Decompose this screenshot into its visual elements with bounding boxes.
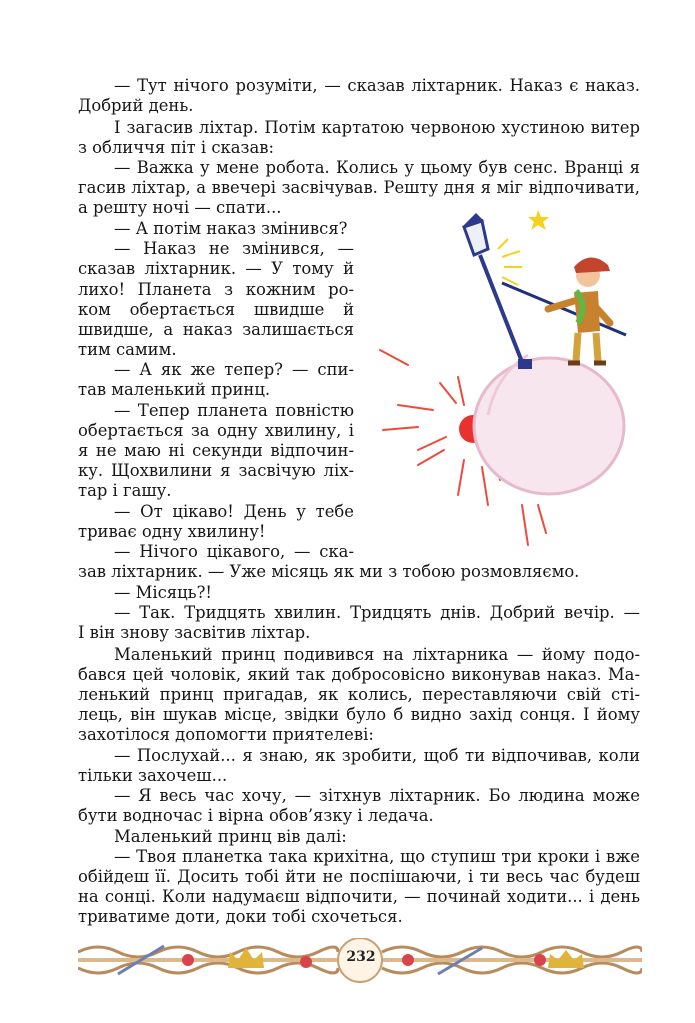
text-line: — Послухай... я знаю, як зробити, щоб ти відпочивав, коли — [114, 746, 640, 765]
lamplighter-icon — [502, 257, 626, 363]
text-line: ленький принц пригадав, як колись, переставляючи свій стi- — [78, 685, 640, 704]
text-line: — А потім наказ змінився? — [114, 219, 348, 238]
text-line: зав ліхтарник. — Уже місяць як ми з тобою розмовляємо. — [78, 562, 580, 581]
text-line: — Важка у мене робота. Колись у цьому був сенс. Вранці я — [114, 158, 640, 177]
text-line: лихо! Планета з кожним ро- — [78, 280, 354, 299]
text-line: — Твоя планетка така крихітна, що ступиш три кроки і вже — [114, 847, 640, 866]
text-line: з обличчя піт і сказав: — [78, 138, 274, 157]
text-line: ком обертається швидше й — [78, 300, 354, 319]
text-line: триватиме доти, доки тобі схочеться. — [78, 907, 403, 926]
text-line: бути водночас і вірна обов’язку і ледача. — [78, 806, 434, 825]
text-line: — Так. Тридцять хвилин. Тридцять днів. Добрий вечір. — — [114, 603, 640, 622]
text-line: а решту ночі — спати... — [78, 198, 282, 217]
text-line: Добрий день. — [78, 96, 194, 115]
star-icon — [528, 210, 549, 230]
planet-icon — [474, 358, 624, 494]
text-line: захотілося допомогти приятелеві: — [78, 725, 374, 744]
text-line: — Місяць?! — [114, 583, 212, 602]
text-line: ку. Щохвилини я засвічую ліх- — [78, 461, 354, 480]
text-line: І він знову засвітив ліхтар. — [78, 623, 311, 642]
text-line: Маленький принц подивився на ліхтарника — йому подо- — [114, 645, 640, 664]
text-line: — А як же тепер? — спи- — [114, 360, 354, 379]
text-line: Маленький принц вів далі: — [114, 827, 347, 846]
text-line: тим самим. — [78, 340, 177, 359]
text-line: тав маленький принц. — [78, 380, 271, 399]
text-line: тар і гашу. — [78, 481, 172, 500]
text-line: — Наказ не змінився, — — [114, 239, 354, 258]
text-line: я не маю ні секунди відпочин- — [78, 441, 354, 460]
text-line: обертається за одну хвилину, і — [78, 421, 354, 440]
text-line: І загасив ліхтар. Потім картатою червоною хустиною витер — [114, 118, 640, 137]
text-line: — Тут нічого розуміти, — сказав ліхтарник. Наказ є наказ. — [114, 76, 640, 95]
text-line: — Нічого цікавого, — ска- — [114, 542, 354, 561]
text-line: бався цей чоловік, який так добросовісно виконував наказ. Ма- — [78, 665, 640, 684]
text-line: триває одну хвилину! — [78, 522, 266, 541]
lamp-light-icon — [498, 239, 522, 285]
text-line: сказав ліхтарник. — У тому й — [78, 259, 354, 278]
lamplighter-illustration — [378, 205, 640, 555]
text-line: гасив ліхтар, а ввечері засвічував. Решту дня я міг відпочивати, — [78, 178, 640, 197]
text-line: лець, він шукав місце, звідки було б видно захід сонця. І йому — [78, 705, 640, 724]
text-line: — Тепер планета повністю — [114, 401, 354, 420]
text-line: тільки захочеш... — [78, 766, 228, 785]
text-line: — От цікаво! День у тебе — [114, 502, 354, 521]
text-line: швидше, а наказ залишається — [78, 320, 354, 339]
text-line: на сонці. Коли надумаєш відпочити, — починай ходити... і день — [78, 887, 640, 906]
page-number: 232 — [346, 949, 376, 965]
text-line: обійдеш її. Досить тобі йти не поспішаючи, і ти весь час будеш — [78, 867, 640, 886]
text-line: — Я весь час хочу, — зітхнув ліхтарник. Бо людина може — [114, 786, 640, 805]
